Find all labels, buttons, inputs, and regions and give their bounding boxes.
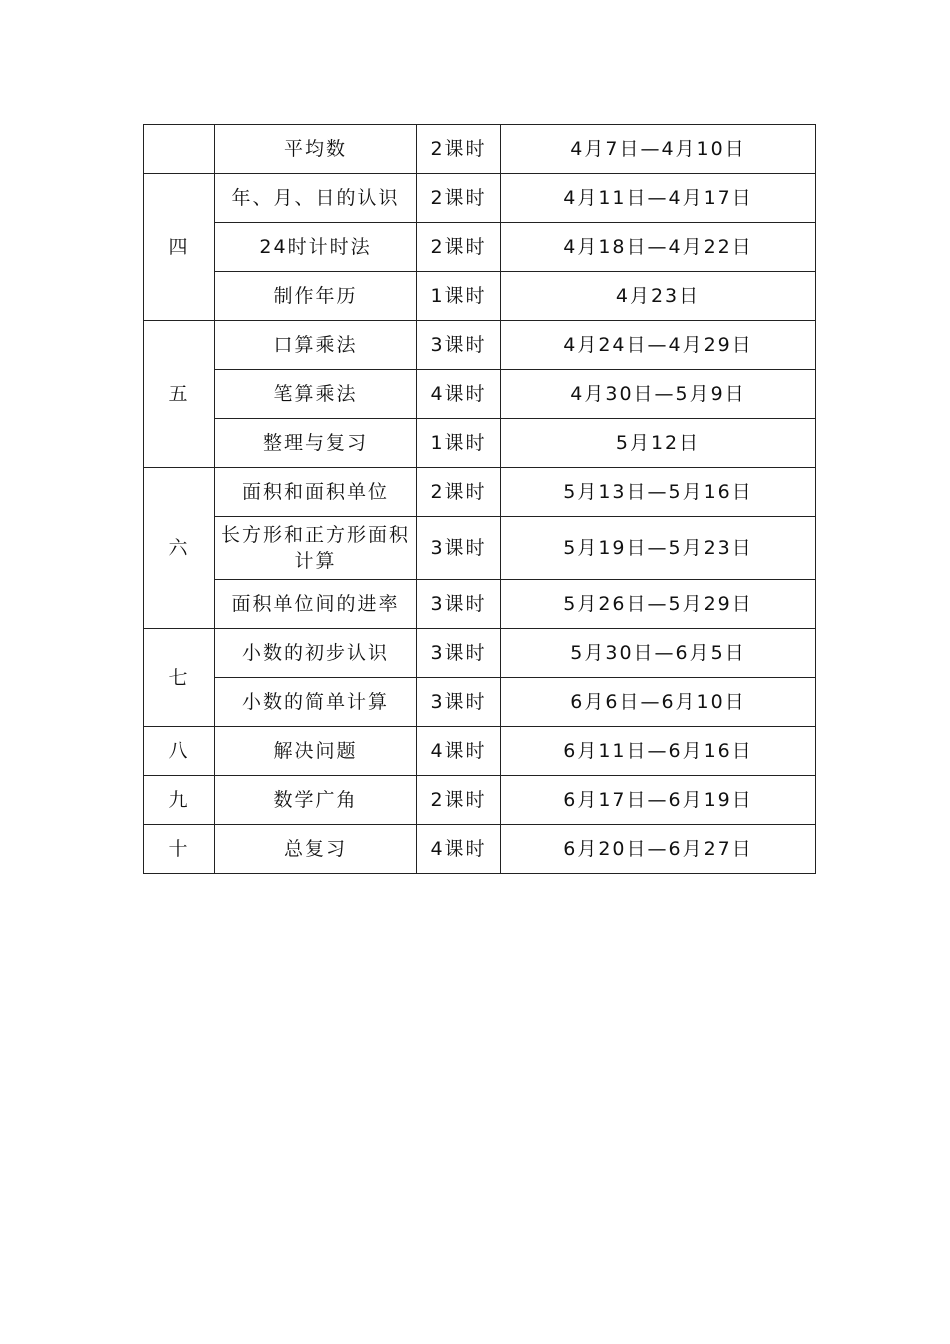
hours-cell: 2课时: [417, 223, 501, 272]
dates-cell: 4月18日—4月22日: [501, 223, 816, 272]
unit-cell: 四: [144, 174, 215, 321]
hours-cell: 2课时: [417, 174, 501, 223]
dates-cell: 4月23日: [501, 272, 816, 321]
hours-cell: 4课时: [417, 825, 501, 874]
table-row: [144, 174, 816, 223]
hours-cell: 2课时: [417, 468, 501, 517]
topic-cell: 数学广角: [215, 776, 417, 825]
dates-cell: 5月30日—6月5日: [501, 629, 816, 678]
dates-cell: 5月19日—5月23日: [501, 517, 816, 580]
dates-cell: 4月11日—4月17日: [501, 174, 816, 223]
hours-cell: 3课时: [417, 580, 501, 629]
hours-cell: 3课时: [417, 321, 501, 370]
table-row: [144, 321, 816, 370]
dates-cell: 5月12日: [501, 419, 816, 468]
table-row: [144, 727, 816, 776]
table-row: [144, 419, 816, 468]
topic-cell: 小数的简单计算: [215, 678, 417, 727]
dates-cell: 6月6日—6月10日: [501, 678, 816, 727]
table-row: [144, 825, 816, 874]
table-row: [144, 776, 816, 825]
topic-cell: 口算乘法: [215, 321, 417, 370]
table-row: [144, 125, 816, 174]
hours-cell: 1课时: [417, 272, 501, 321]
table-row: [144, 370, 816, 419]
hours-cell: 2课时: [417, 125, 501, 174]
dates-cell: 4月7日—4月10日: [501, 125, 816, 174]
unit-cell: 九: [144, 776, 215, 825]
dates-cell: 6月17日—6月19日: [501, 776, 816, 825]
unit-cell: 五: [144, 321, 215, 468]
topic-cell: 平均数: [215, 125, 417, 174]
hours-cell: 4课时: [417, 727, 501, 776]
hours-cell: 3课时: [417, 629, 501, 678]
dates-cell: 4月24日—4月29日: [501, 321, 816, 370]
dates-cell: 4月30日—5月9日: [501, 370, 816, 419]
dates-cell: 5月13日—5月16日: [501, 468, 816, 517]
topic-cell: 总复习: [215, 825, 417, 874]
table-row: [144, 272, 816, 321]
unit-cell: 十: [144, 825, 215, 874]
table-row: [144, 517, 816, 580]
topic-cell: 整理与复习: [215, 419, 417, 468]
topic-cell: 小数的初步认识: [215, 629, 417, 678]
hours-cell: 3课时: [417, 517, 501, 580]
table-row: [144, 678, 816, 727]
topic-cell: 笔算乘法: [215, 370, 417, 419]
dates-cell: 5月26日—5月29日: [501, 580, 816, 629]
topic-cell: 长方形和正方形面积计算: [215, 517, 417, 580]
dates-cell: 6月11日—6月16日: [501, 727, 816, 776]
table-row: [144, 223, 816, 272]
topic-cell: 面积单位间的进率: [215, 580, 417, 629]
topic-cell: 面积和面积单位: [215, 468, 417, 517]
unit-cell: 八: [144, 727, 215, 776]
topic-cell: 24时计时法: [215, 223, 417, 272]
hours-cell: 2课时: [417, 776, 501, 825]
topic-cell: 制作年历: [215, 272, 417, 321]
topic-cell: 解决问题: [215, 727, 417, 776]
unit-cell: 七: [144, 629, 215, 727]
schedule-table: [143, 124, 816, 874]
unit-cell: 六: [144, 468, 215, 629]
topic-cell: 年、月、日的认识: [215, 174, 417, 223]
table-row: [144, 629, 816, 678]
hours-cell: 4课时: [417, 370, 501, 419]
hours-cell: 3课时: [417, 678, 501, 727]
unit-cell: [144, 125, 215, 174]
hours-cell: 1课时: [417, 419, 501, 468]
dates-cell: 6月20日—6月27日: [501, 825, 816, 874]
table-row: [144, 580, 816, 629]
table-row: [144, 468, 816, 517]
